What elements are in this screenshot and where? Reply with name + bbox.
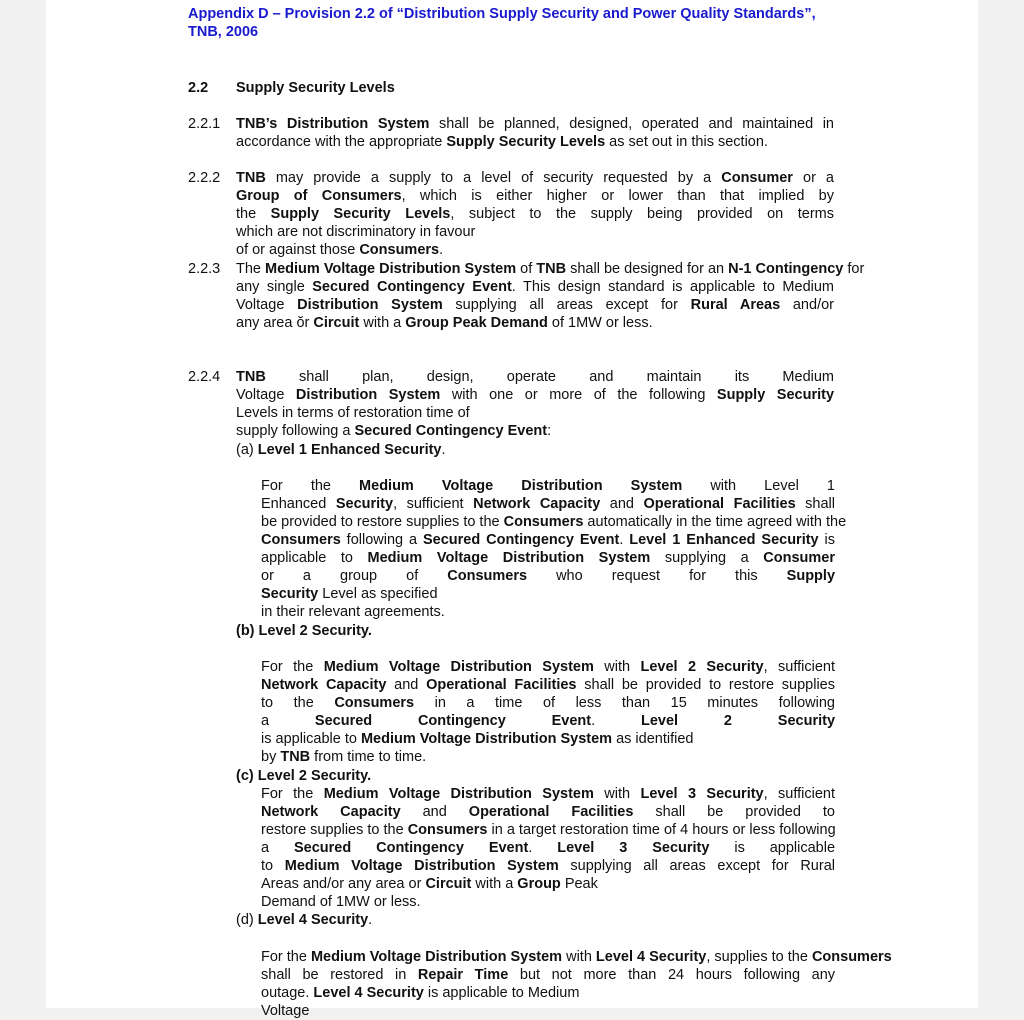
level-heading: (b) Level 2 Security. bbox=[236, 623, 372, 639]
appendix-title: Appendix D – Provision 2.2 of “Distribution Supply Security and Power Quality Standards”, TNB, 2006 bbox=[188, 6, 816, 40]
level-heading: (c) Level 2 Security. bbox=[236, 768, 372, 784]
clause-number: 2.2.4 bbox=[188, 369, 221, 385]
clause-text: The Medium Voltage Distribution System of TNB shall be designed for an N-1 Contingency for any single Secured Contingency Event. This design standard is applicable to Medium Voltage Distribution System supplying all areas except for Rural Areas and/or any area ŏr Circuit with a Group Peak Demand of 1MW or less. bbox=[236, 261, 865, 331]
level-heading: (a) Level 1 Enhanced Security. bbox=[236, 442, 446, 458]
level-text: For the Medium Voltage Distribution System with Level 3 Security, sufficient Network Capacity and Operational Facilities shall be provided to restore supplies to the Consumers in a target restoration time of 4 hours or less following a Secured Contingency Event. Level 3 Security is applicable to Medium Voltage Distribution System supplying all areas except for Rural Areas and/or any area or Circuit with a Group Peak Demand of 1MW or less. bbox=[261, 786, 836, 910]
clause-number: 2.2.1 bbox=[188, 116, 221, 132]
section-number: 2.2 bbox=[188, 80, 209, 96]
clause-number: 2.2.3 bbox=[188, 261, 221, 277]
level-text: For the Medium Voltage Distribution System with Level 4 Security, supplies to the Consumers shall be restored in Repair Time but not more than 24 hours following any outage. Level 4 Security is applicable to Medium Voltage bbox=[261, 949, 892, 1019]
level-text: For the Medium Voltage Distribution System with Level 2 Security, sufficient Network Capacity and Operational Facilities shall be provided to restore supplies to the Consumers in a time of less than 15 minutes following a Secured Contingency Event. Level 2 Security is applicable to Medium Voltage Distribution System as identified by TNB from time to time. bbox=[261, 659, 836, 765]
level-text: For the Medium Voltage Distribution System with Level 1 Enhanced Security, sufficient Network Capacity and Operational Facilities shall be provided to restore supplies to the Consumers automatically in the time agreed with the Consumers following a Secured Contingency Event. Level 1 Enhanced Security is applicable to Medium Voltage Distribution System supplying a Consumer or a group of Consumers who request for this Supply Security Level as specified in their relevant agreements. bbox=[261, 478, 847, 620]
clause-text: TNB’s Distribution System shall be planned, designed, operated and maintained in accordance with the appropriate Supply Security Levels as set out in this section. bbox=[236, 116, 834, 150]
document-page bbox=[46, 0, 978, 1019]
level-heading: (d) Level 4 Security. bbox=[236, 912, 373, 928]
clause-text: TNB shall plan, design, operate and maintain its Medium Voltage Distribution System with one or more of the following Supply Security Levels in terms of restoration time of supply following a Secured Contingency Event: bbox=[236, 369, 835, 439]
clause-number: 2.2.2 bbox=[188, 170, 221, 186]
clause-text: TNB may provide a supply to a level of security requested by a Consumer or a Group of Consumers, which is either higher or lower than that implied by the Supply Security Levels, subject to the supply being provided on terms which are not discriminatory in favour of or against those Consumers. bbox=[236, 170, 835, 258]
section-heading: Supply Security Levels bbox=[236, 80, 395, 96]
